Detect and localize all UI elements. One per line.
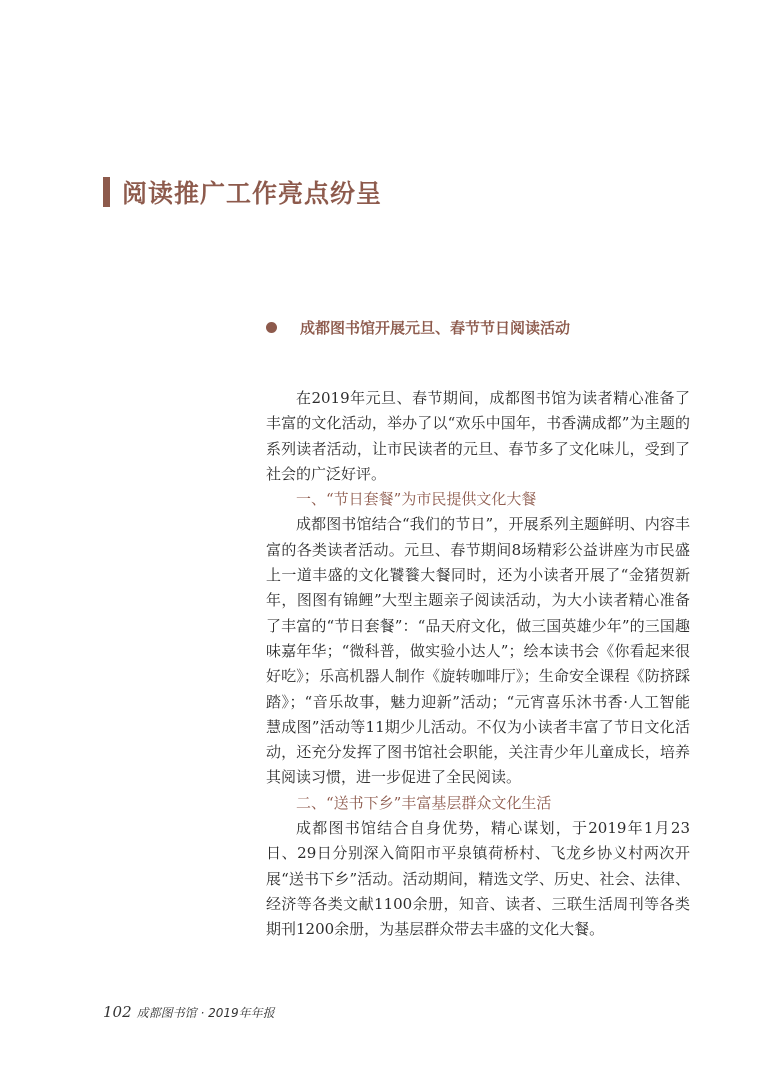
publication-name: 成都图书馆 · 2019年年报 [136,1006,275,1020]
article-heading [266,316,570,338]
section-accent-bar [103,177,110,207]
section-header [103,176,382,208]
subsection-heading-2: 二、“送书下乡”丰富基层群众文化生活 [296,793,552,812]
page-number: 102 [103,1003,132,1021]
article-body [266,386,690,943]
intro-paragraph: 在2019年元旦、春节期间，成都图书馆为读者精心准备了丰富的文化活动，举办了以“欢乐中国年，书香满成都”为主题的系列读者活动，让市民读者的元旦、春节多了文化味儿，受到了社会的广泛好评。 [266,389,690,483]
subsection-body-2: 成都图书馆结合自身优势，精心谋划，于2019年1月23日、29日分别深入简阳市平泉镇荷桥村、飞龙乡协义村两次开展“送书下乡”活动。活动期间，精选文学、历史、社会、法律、经济等各类文献1100余册，知音、读者、三联生活周刊等各类期刊1200余册，为基层群众带去丰盛的文化大餐。 [266,819,690,939]
bullet-icon [266,322,277,333]
subsection-heading-1: 一、“节日套餐”为市民提供文化大餐 [296,490,537,509]
article-title: 成都图书馆开展元旦、春节节日阅读活动 [300,318,571,337]
subsection-body-1: 成都图书馆结合“我们的节日”，开展系列主题鲜明、内容丰富的各类读者活动。元旦、春节期间8场精彩公益讲座为市民盛上一道丰盛的文化饕餮大餐同时，还为小读者开展了“金猪贺新年，图图有锦鲤”大型主题亲子阅读活动，为大小读者精心准备了丰富的“节日套餐”：“品天府文化，做三国英雄少年”的三国趣味嘉年华；“微科普，做实验小达人”；绘本读书会《你看起来很好吃》；乐高机器人制作《旋转咖啡厅》；生命安全课程《防挤踩踏》；“音乐故事，魅力迎新”活动；“元宵喜乐沐书香·人工智能慧成图”活动等11期少儿活动。不仅为小读者丰富了节日文化活动，还充分发挥了图书馆社会职能，关注青少年儿童成长，培养其阅读习惯，进一步促进了全民阅读。 [266,515,690,787]
section-title: 阅读推广工作亮点纷呈 [122,179,383,208]
page-footer [103,1003,275,1021]
